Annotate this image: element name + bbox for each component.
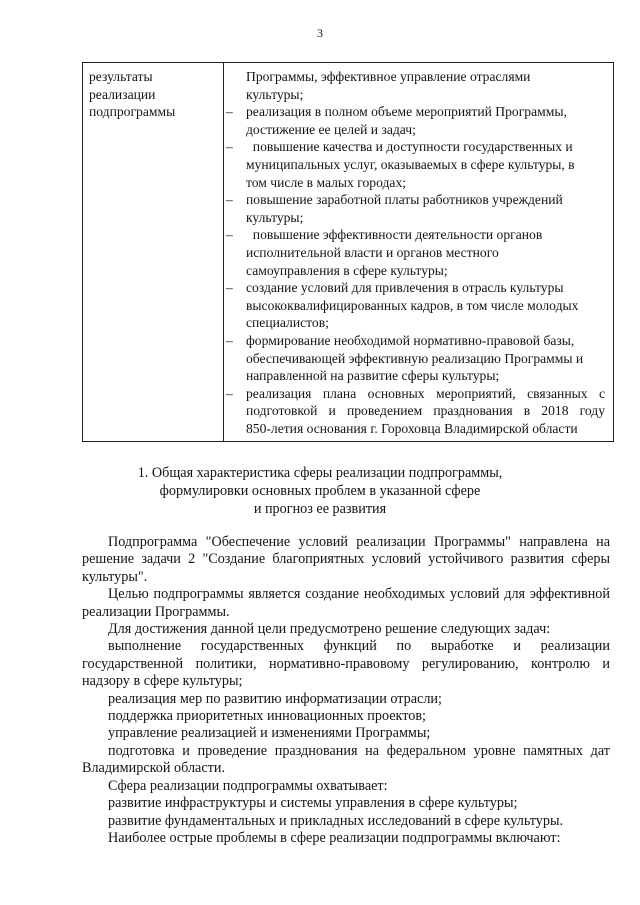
paragraph: Целью подпрограммы является создание необходимых условий для эффективной реализации Программы. — [82, 586, 610, 620]
section-heading — [0, 464, 640, 518]
paragraph: подготовка и проведение празднования на федеральном уровне памятных дат Владимирской области. — [82, 742, 610, 777]
item-line: Программы, эффективное управление отраслями — [246, 69, 531, 84]
item-line: создание условий для привлечения в отрасль культуры — [246, 280, 564, 296]
table-label-cell — [83, 63, 224, 442]
item-line: культуры; — [246, 209, 304, 225]
result-item — [224, 332, 605, 385]
page-number: 3 — [317, 26, 323, 40]
paragraph: Подпрограмма "Обеспечение условий реализации Программы" направлена на решение задачи 2 "Создание благоприятных условий устойчивого развития сферы культуры". — [82, 534, 610, 585]
heading-line: формулировки основных проблем в указанной сфере — [159, 483, 481, 499]
paragraph: управление реализацией и изменениями Программы; — [108, 725, 431, 742]
table-items-cell — [224, 63, 614, 442]
item-line: исполнительной власти и органов местного — [246, 244, 499, 260]
item-line: 850-летия основания г. Гороховца Владимирской области — [246, 420, 578, 436]
item-line: повышение заработной платы работников учреждений — [246, 192, 563, 208]
heading-line: 1. Общая характеристика сферы реализации подпрограммы, — [137, 465, 503, 481]
paragraph: поддержка приоритетных инновационных проектов; — [108, 708, 426, 725]
result-item — [224, 385, 605, 438]
body-text — [82, 534, 610, 847]
item-line: муниципальных услуг, оказываемых в сфере культуры, в — [246, 156, 575, 172]
label-line: результаты — [89, 69, 153, 84]
item-line: подготовкой и проведением празднования в 2018 году — [246, 403, 605, 419]
item-line: высококвалифицированных кадров, в том числе молодых — [246, 297, 579, 313]
paragraph: Наиболее острые проблемы в сфере реализации подпрограммы включают: — [108, 829, 561, 846]
paragraph: Для достижения данной цели предусмотрено решение следующих задач: — [108, 621, 551, 638]
item-dash: – — [226, 192, 233, 208]
result-item — [224, 191, 605, 226]
item-line: реализация плана основных мероприятий, связанных с — [246, 385, 605, 401]
item-line: специалистов; — [246, 315, 329, 331]
item-line: культуры; — [246, 86, 304, 102]
paragraph: Сфера реализации подпрограммы охватывает: — [108, 777, 388, 794]
item-dash: – — [226, 139, 233, 155]
heading-line: и прогноз ее развития — [253, 501, 387, 517]
result-item — [224, 226, 605, 279]
item-line: повышение эффективности деятельности органов — [246, 227, 543, 243]
paragraph: выполнение государственных функций по выработке и реализации государственной политики, нормативно-правовому регулированию, контролю и надзору в сфере культуры; — [82, 638, 610, 690]
label-line: подпрограммы — [89, 104, 176, 120]
item-line: достижение ее целей и задач; — [246, 121, 416, 137]
result-item — [224, 68, 605, 103]
paragraph: развитие инфраструктуры и системы управления в сфере культуры; — [108, 795, 518, 812]
results-table — [82, 62, 614, 442]
item-dash: – — [226, 104, 233, 120]
item-line: повышение качества и доступности государственных и — [246, 139, 573, 155]
item-line: реализация в полном объеме мероприятий Программы, — [246, 104, 567, 120]
item-line: самоуправления в сфере культуры; — [246, 262, 448, 278]
item-line: том числе в малых городах; — [246, 174, 407, 190]
item-dash: – — [226, 280, 233, 296]
paragraph: реализация мер по развитию информатизации отрасли; — [108, 690, 442, 707]
item-line: направленной на развитие сферы культуры; — [246, 368, 500, 384]
result-item — [224, 279, 605, 332]
item-dash — [224, 68, 246, 103]
result-item — [224, 103, 605, 138]
result-item — [224, 138, 605, 191]
item-dash: – — [226, 227, 233, 243]
item-dash: – — [226, 332, 233, 348]
item-line: обеспечивающей эффективную реализацию Программы и — [246, 350, 584, 366]
item-dash: – — [226, 385, 233, 401]
item-line: формирование необходимой нормативно-правовой базы, — [246, 332, 575, 348]
paragraph: развитие фундаментальных и прикладных исследований в сфере культуры. — [108, 812, 564, 829]
label-line: реализации — [89, 86, 156, 102]
